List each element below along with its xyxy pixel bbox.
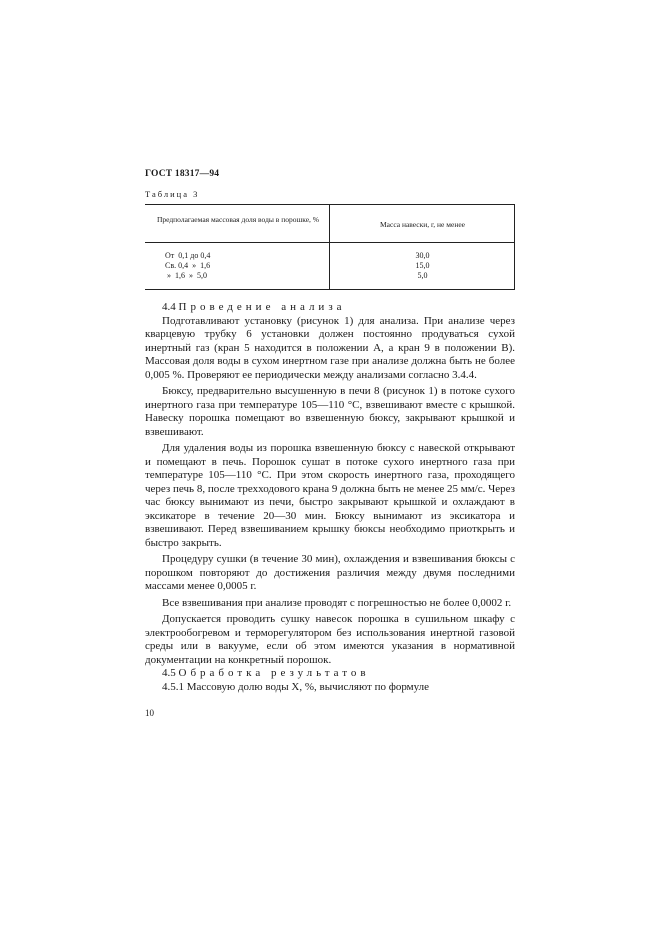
section-title: Обработка результатов bbox=[178, 667, 370, 679]
table-header-water-fraction: Предполагаемая массовая доля воды в порошке, % bbox=[156, 215, 320, 224]
paragraph: 4.5.1 Массовую долю воды X, %, вычисляют по формуле bbox=[162, 680, 430, 693]
paragraph: Допускается проводить сушку навесок порошка в сушильном шкафу с электрообогревом и терморегулятором без использования инертной газовой среды или в вакууме, если об этом имеются указания в нормативной документации на конкретный порошок. bbox=[145, 613, 515, 666]
section-number: 4.4 bbox=[162, 301, 176, 313]
section-heading-4-5 bbox=[145, 667, 515, 681]
paragraph: Все взвешивания при анализе проводят с погрешностью не более 0,0002 г. bbox=[162, 596, 512, 609]
table-caption: Таблица 3 bbox=[145, 189, 200, 199]
section-title: Проведение анализа bbox=[178, 301, 346, 313]
page-number: 10 bbox=[145, 708, 154, 718]
table-column-divider bbox=[329, 205, 330, 289]
table-column-masses bbox=[335, 251, 510, 281]
paragraph: Бюксу, предварительно высушенную в печи 8 (рисунок 1) в потоке сухого инертного газа при температуре 105—110 °С, взвешивают вместе с крышкой. Навеску порошка помещают во взвешенную бюксу, закрывают крышкой и взвешивают. bbox=[145, 385, 515, 438]
table-cell-range: От 0,1 до 0,4 bbox=[165, 251, 211, 260]
paragraph: Процедуру сушки (в течение 30 мин), охлаждения и взвешивания бюксы с порошком повторяют до достижения различия между двумя последними массами менее 0,0005 г. bbox=[145, 553, 515, 592]
table-column-ranges bbox=[165, 251, 210, 281]
paragraph: Подготавливают установку (рисунок 1) для анализа. При анализе через кварцевую трубку 6 установки должен постоянно продуваться сухой инертный газ (кран 5 находится в положении А, а кран 9 в положении В). Массовая доля воды в сухом инертном газе при анализе должна быть не более 0,005 %. Проверяют ее периодически между анализами согласно 3.4.4. bbox=[145, 314, 515, 381]
body-text bbox=[145, 301, 515, 694]
table-cell-range: » 1,6 » 5,0 bbox=[165, 271, 207, 280]
table-cell-range: Св. 0,4 » 1,6 bbox=[165, 261, 211, 270]
section-number: 4.5 bbox=[162, 667, 176, 679]
table-cell-mass: 30,0 bbox=[415, 251, 430, 260]
table-cell-mass: 5,0 bbox=[417, 271, 428, 280]
table-header-sample-mass: Масса навески, г, не менее bbox=[380, 220, 465, 229]
table-cell-mass: 15,0 bbox=[415, 261, 430, 270]
paragraph: Для удаления воды из порошка взвешенную бюксу с навеской открывают и помещают в печь. Порошок сушат в потоке сухого инертного газа при температуре 105—110 °С. При этом скорость инертного газа, проходящего через печь 8, после трехходового крана 9 должна быть не менее 25 мм/с. Через час бюксу вынимают из печи, быстро закрывают крышкой и охлаждают в эксикаторе в течение 20—30 мин. Бюксу вынимают из эксикатора и взвешивают. Перед взвешиванием крышку бюксы необходимо приоткрыть и быстро закрыть. bbox=[145, 442, 516, 549]
section-heading-4-4 bbox=[145, 301, 515, 315]
data-table bbox=[145, 204, 515, 290]
table-header-divider bbox=[145, 242, 514, 243]
document-header: ГОСТ 18317—94 bbox=[145, 169, 220, 179]
